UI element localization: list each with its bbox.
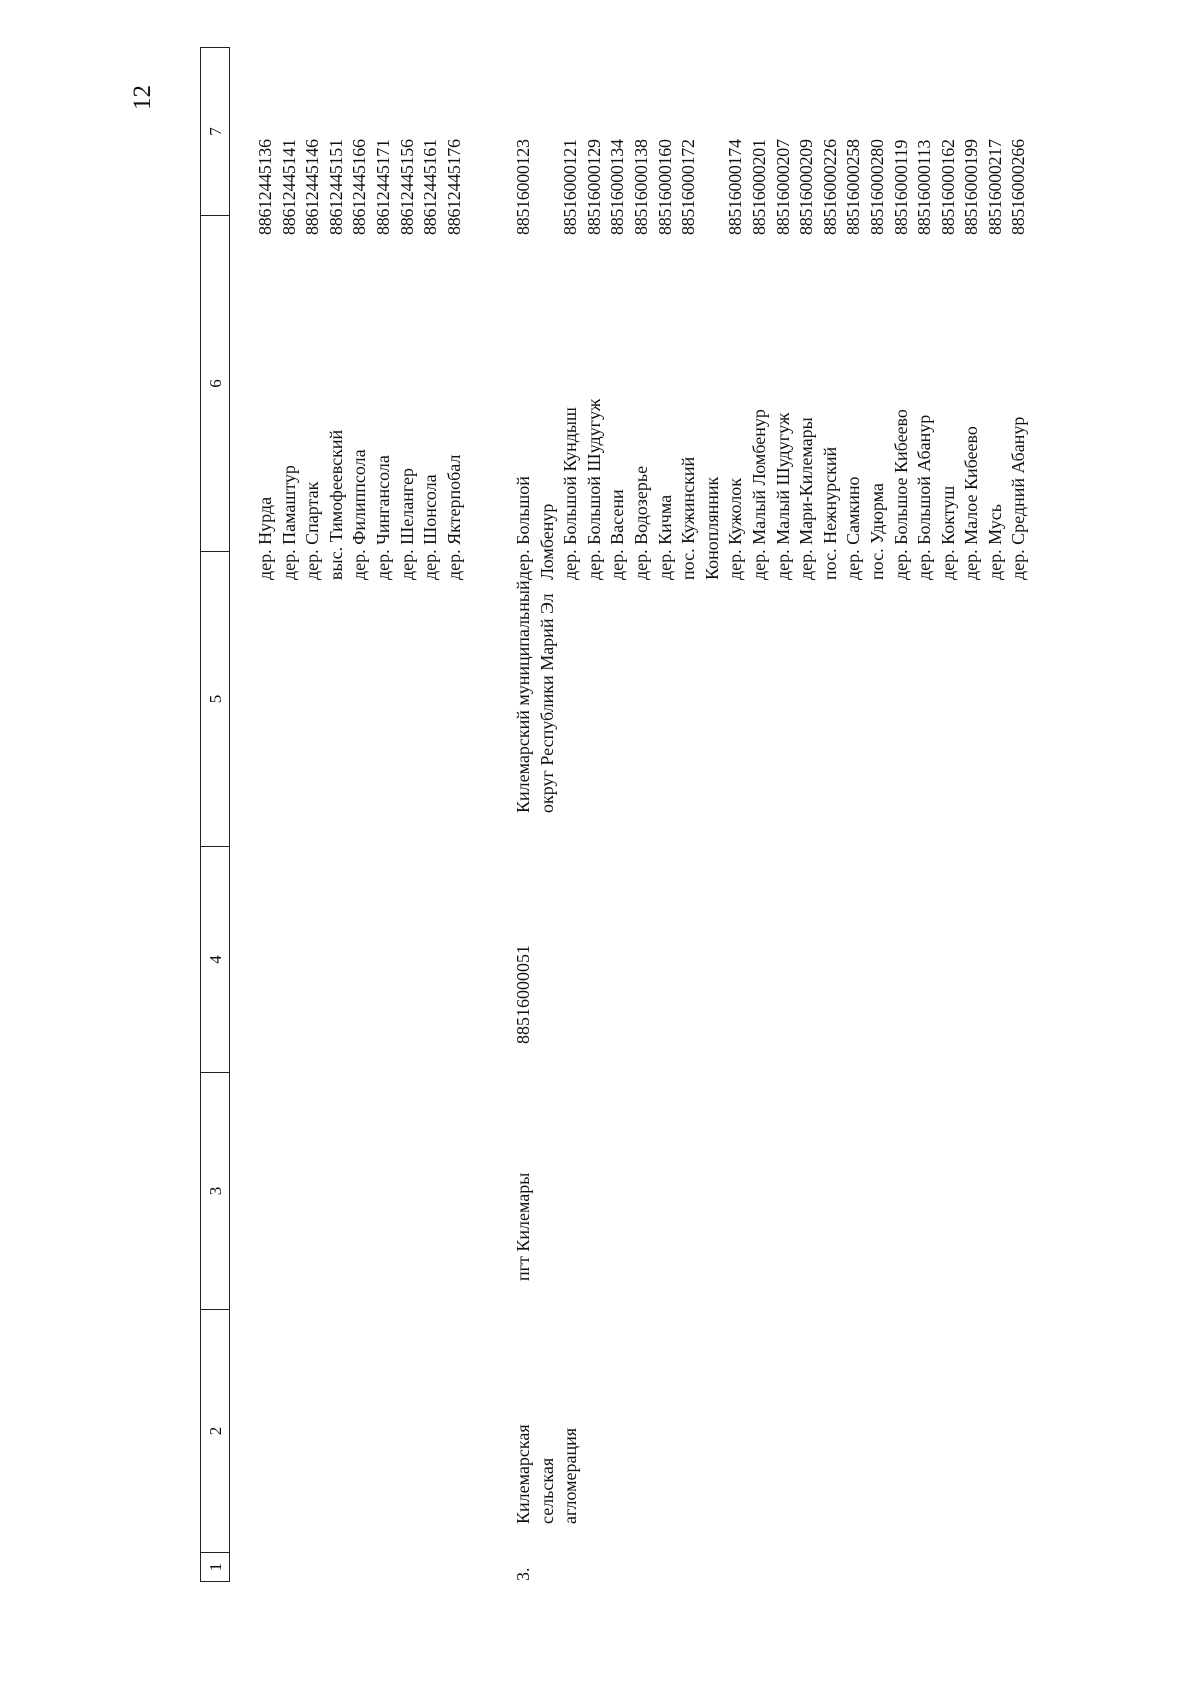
column-number-header bbox=[200, 47, 230, 1582]
agglomeration-name bbox=[512, 1424, 583, 1524]
column-header-3: 3 bbox=[201, 1073, 230, 1310]
column-header-1: 1 bbox=[201, 1553, 230, 1582]
settlement-name: дер. Большой Кундыш bbox=[560, 407, 581, 580]
settlement-code bbox=[536, 139, 560, 235]
agglomeration-line: сельская bbox=[536, 1457, 557, 1524]
settlement-name: дер. Спартак bbox=[302, 481, 323, 580]
settlement-code: 88516000160 bbox=[654, 139, 675, 235]
settlement-code bbox=[701, 139, 725, 235]
settlement-code: 88516000207 bbox=[772, 139, 793, 235]
settlement-name: дер. Мари-Килемары bbox=[796, 417, 817, 580]
settlement-name: пос. Кужинский bbox=[678, 456, 699, 580]
settlement-name: дер. Шелангер bbox=[396, 467, 417, 580]
settlement-name: дер. Малый Ломбенур bbox=[748, 409, 769, 580]
settlement-code: 88516000113 bbox=[914, 139, 935, 235]
settlement-name: дер. Нурда bbox=[255, 496, 275, 580]
settlement-name: дер. Филиппсола bbox=[349, 449, 370, 580]
settlement-code: 88516000280 bbox=[866, 139, 887, 235]
municipality-line: округ Республики Марий Эл bbox=[536, 593, 557, 813]
settlement-code: 88612445171 bbox=[372, 139, 393, 235]
settlements-list bbox=[512, 399, 1031, 580]
settlement-name: дер. Малое Кибеево bbox=[961, 426, 982, 580]
settlement-name: пос. Удюрма bbox=[866, 483, 887, 580]
column-header-5: 5 bbox=[201, 552, 230, 847]
center-name: пгт Килемары bbox=[513, 1172, 533, 1281]
settlement-code: 88516000121 bbox=[560, 139, 581, 235]
settlement-name: дер. Мусь bbox=[984, 504, 1005, 580]
settlement-code: 88516000123 bbox=[513, 139, 533, 235]
settlement-code: 88516000138 bbox=[630, 139, 651, 235]
agglomeration-line: агломерация bbox=[560, 1427, 581, 1524]
settlement-code: 88516000209 bbox=[796, 139, 817, 235]
column-header-2: 2 bbox=[201, 1310, 230, 1553]
page-number: 12 bbox=[129, 85, 156, 110]
settlement-name: дер. Большой Абанур bbox=[914, 414, 935, 580]
settlement-name: дер. Большое Кибеево bbox=[890, 409, 911, 580]
settlement-code: 88516000258 bbox=[843, 139, 864, 235]
settlement-code: 88612445176 bbox=[443, 139, 464, 235]
settlement-name: дер. Кичма bbox=[654, 494, 675, 580]
center-code: 88516000051 bbox=[513, 945, 533, 1044]
settlement-code: 88516000201 bbox=[748, 139, 769, 235]
settlement-name: дер. Самкино bbox=[843, 476, 864, 580]
settlement-name: выс. Тимофеевский bbox=[325, 429, 346, 580]
column-header-4: 4 bbox=[201, 847, 230, 1073]
settlement-code: 88516000217 bbox=[984, 139, 1005, 235]
settlement-code: 88612445156 bbox=[396, 139, 417, 235]
settlement-name: дер. Яктерпобал bbox=[443, 454, 464, 580]
settlement-name: дер. Коктуш bbox=[937, 485, 958, 580]
settlement-code: 88516000119 bbox=[890, 139, 911, 235]
settlement-name: дер. Средний Абанур bbox=[1008, 416, 1029, 580]
settlement-codes-list bbox=[512, 139, 1031, 235]
settlement-code: 88516000266 bbox=[1008, 139, 1029, 235]
municipality-name bbox=[512, 580, 559, 813]
settlement-name: дер. Водозерье bbox=[630, 465, 651, 580]
settlement-name: Ломбенур bbox=[536, 503, 557, 580]
settlement-name: Коноплянник bbox=[701, 476, 722, 580]
settlement-code: 88516000129 bbox=[583, 139, 604, 235]
column-header-7: 7 bbox=[201, 48, 230, 216]
settlement-code: 88516000172 bbox=[678, 139, 699, 235]
settlement-code: 88516000134 bbox=[607, 139, 628, 235]
settlement-name: дер. Кужолок bbox=[725, 477, 746, 580]
settlement-code: 88516000226 bbox=[819, 139, 840, 235]
settlement-code: 88516000162 bbox=[937, 139, 958, 235]
settlement-code: 88612445151 bbox=[325, 139, 346, 235]
settlement-code: 88612445141 bbox=[278, 139, 299, 235]
settlement-code: 88516000199 bbox=[961, 139, 982, 235]
settlement-name: дер. Шонсола bbox=[420, 474, 441, 580]
settlement-name: дер. Памаштур bbox=[278, 465, 299, 580]
settlement-code: 88612445166 bbox=[349, 139, 370, 235]
settlement-code: 88612445136 bbox=[255, 139, 275, 235]
continuation-codes-list bbox=[254, 139, 466, 235]
continuation-settlements-list bbox=[254, 430, 466, 580]
settlement-code: 88516000174 bbox=[725, 139, 746, 235]
row-number: 3. bbox=[513, 1567, 533, 1581]
settlement-name: пос. Нежнурский bbox=[819, 446, 840, 580]
settlement-code: 88612445161 bbox=[420, 139, 441, 235]
municipality-line: Килемарский муниципальный bbox=[513, 580, 533, 813]
settlement-name: дер. Чингансола bbox=[372, 455, 393, 580]
agglomeration-line: Килемарская bbox=[513, 1424, 533, 1524]
settlement-code: 88612445146 bbox=[302, 139, 323, 235]
column-header-6: 6 bbox=[201, 216, 230, 552]
settlement-name: дер. Васени bbox=[607, 489, 628, 580]
settlement-name: дер. Малый Шудугуж bbox=[772, 412, 793, 580]
settlement-name: дер. Большой Шудугуж bbox=[583, 398, 604, 580]
settlement-name: дер. Большой bbox=[513, 476, 533, 580]
